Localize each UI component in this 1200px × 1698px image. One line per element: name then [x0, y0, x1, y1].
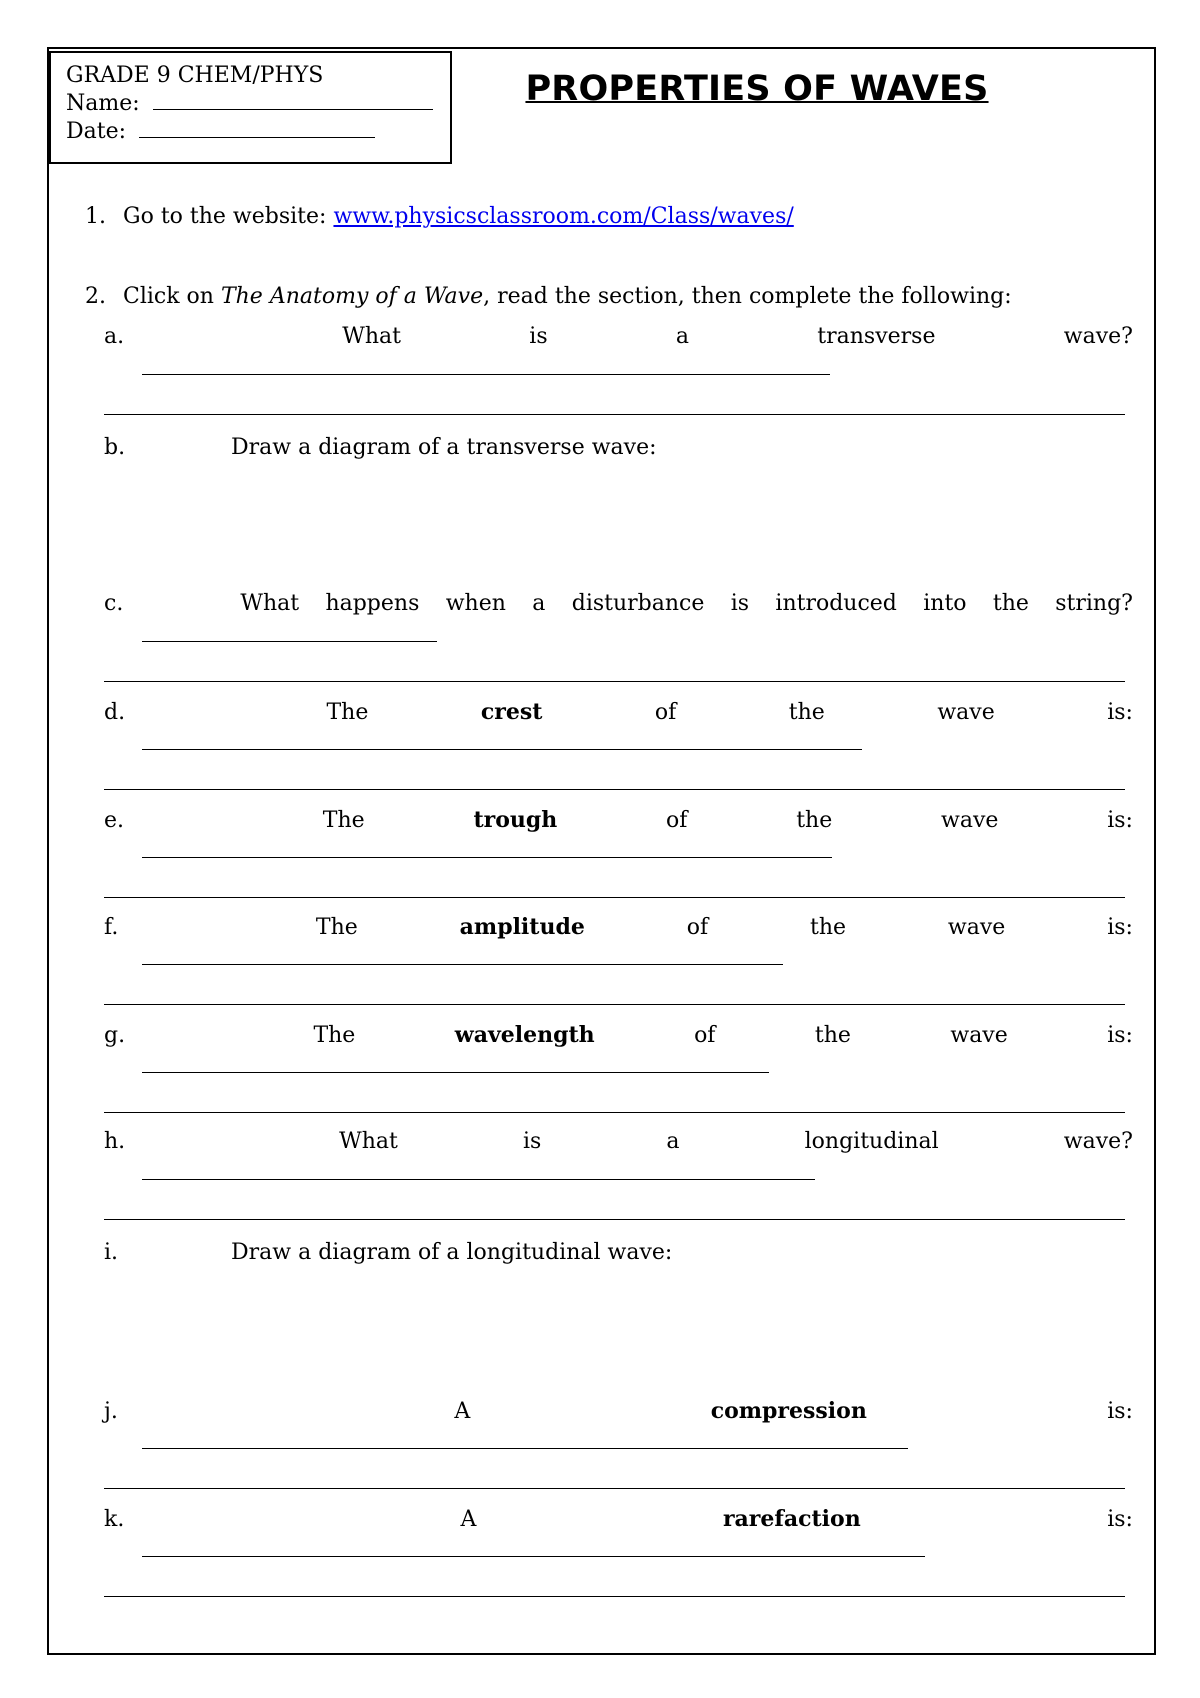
question-e [104, 805, 1133, 835]
course-label: GRADE 9 CHEM/PHYS [66, 63, 324, 88]
question-word: wave [937, 700, 995, 725]
question-letter: j. [104, 1399, 118, 1424]
question-word: string? [1055, 591, 1133, 616]
name-field[interactable] [153, 109, 433, 110]
answer-line[interactable] [104, 1219, 1125, 1220]
key-term: compression [710, 1398, 867, 1424]
question-word: is: [1107, 700, 1133, 725]
question-word: wave [941, 808, 999, 833]
page-title: PROPERTIES OF WAVES [525, 69, 989, 109]
question-word: introduced [775, 591, 897, 616]
question-letter: i. [104, 1240, 119, 1265]
diagram-area[interactable] [104, 473, 1125, 583]
question-word: the [814, 1023, 851, 1048]
key-term: amplitude [459, 914, 585, 940]
answer-line[interactable] [104, 897, 1125, 898]
question-word: is: [1107, 808, 1133, 833]
question-word: wave [950, 1023, 1008, 1048]
question-g [104, 1020, 1133, 1050]
question-h [104, 1127, 1133, 1157]
key-term: trough [473, 807, 558, 833]
question-letter: b. [104, 435, 126, 460]
answer-line[interactable] [104, 1596, 1125, 1597]
question-word: into [923, 591, 967, 616]
question-word: wave? [1063, 324, 1133, 349]
answer-line[interactable] [142, 1179, 815, 1180]
answer-line[interactable] [142, 857, 832, 858]
date-field[interactable] [139, 137, 375, 138]
answer-line[interactable] [142, 1448, 908, 1449]
instruction-number: 1. [85, 204, 106, 229]
question-word: What [240, 591, 300, 616]
answer-line[interactable] [104, 414, 1125, 415]
answer-line[interactable] [104, 681, 1125, 682]
instruction-2 [85, 283, 1012, 311]
question-word: The [315, 915, 358, 940]
section-title: The Anatomy of a Wave [220, 284, 484, 309]
question-word: of [686, 915, 709, 940]
question-word: is [522, 1129, 542, 1154]
question-letter: e. [104, 808, 125, 833]
question-word: a [675, 324, 689, 349]
question-a [104, 322, 1133, 352]
question-word: What [342, 324, 402, 349]
answer-line[interactable] [142, 641, 437, 642]
question-word: What [339, 1129, 398, 1154]
answer-line[interactable] [104, 1112, 1125, 1113]
question-letter: a. [104, 324, 125, 349]
question-word: is [730, 591, 750, 616]
student-info-box [49, 51, 452, 164]
question-letter: f. [104, 915, 119, 940]
question-word: longitudinal [804, 1129, 939, 1154]
answer-line[interactable] [104, 1004, 1125, 1005]
question-word: of [694, 1023, 716, 1048]
instruction-text: Go to the website: [123, 204, 334, 229]
answer-line[interactable] [142, 1072, 769, 1073]
instruction-1 [85, 203, 794, 231]
instruction-text-post: , read the section, then complete the following: [483, 284, 1012, 309]
question-word: of [654, 700, 677, 725]
question-b [104, 433, 1133, 463]
name-row [66, 90, 450, 118]
question-letter: k. [104, 1507, 125, 1532]
question-word: is: [1107, 915, 1133, 940]
question-word: the [788, 700, 825, 725]
question-word: wave? [1063, 1129, 1133, 1154]
question-letter: d. [104, 700, 126, 725]
website-link[interactable]: www.physicsclassroom.com/Class/waves/ [333, 204, 794, 229]
instruction-text-pre: Click on [123, 284, 221, 309]
date-row [66, 118, 450, 146]
question-word: happens [325, 591, 420, 616]
question-f [104, 912, 1133, 942]
question-word: transverse [817, 324, 936, 349]
question-word: The [313, 1023, 356, 1048]
question-word: The [322, 808, 365, 833]
question-text: Draw a diagram of a transverse wave: [231, 435, 657, 460]
question-word: is: [1107, 1023, 1133, 1048]
answer-line[interactable] [104, 1488, 1125, 1489]
question-word: of [666, 808, 688, 833]
answer-line[interactable] [142, 749, 862, 750]
question-word: a [532, 591, 546, 616]
question-text: Draw a diagram of a longitudinal wave: [231, 1240, 673, 1265]
answer-line[interactable] [142, 374, 830, 375]
question-word: The [326, 700, 369, 725]
question-word: is: [1107, 1399, 1133, 1424]
key-term: crest [480, 699, 543, 725]
question-word: the [796, 808, 833, 833]
question-word: A [454, 1399, 471, 1424]
answer-line[interactable] [142, 1556, 925, 1557]
question-letter: g. [104, 1023, 126, 1048]
question-word: when [445, 591, 506, 616]
answer-line[interactable] [104, 789, 1125, 790]
date-label: Date: [66, 119, 127, 144]
question-word: disturbance [571, 591, 705, 616]
question-word: a [666, 1129, 680, 1154]
diagram-area[interactable] [104, 1278, 1125, 1388]
question-d [104, 697, 1133, 727]
question-word: is: [1107, 1507, 1133, 1532]
question-j [104, 1396, 1133, 1426]
question-i [104, 1238, 1133, 1268]
answer-line[interactable] [142, 964, 783, 965]
question-word: A [460, 1507, 477, 1532]
question-word: the [810, 915, 847, 940]
question-k [104, 1504, 1133, 1534]
name-label: Name: [66, 91, 140, 116]
question-letter: h. [104, 1129, 126, 1154]
instruction-number: 2. [85, 284, 106, 309]
question-word: is [529, 324, 548, 349]
question-word: wave [947, 915, 1006, 940]
key-term: wavelength [454, 1022, 595, 1048]
question-word: the [992, 591, 1029, 616]
question-letter: c. [104, 591, 124, 616]
key-term: rarefaction [722, 1506, 861, 1532]
question-c [104, 589, 1133, 619]
